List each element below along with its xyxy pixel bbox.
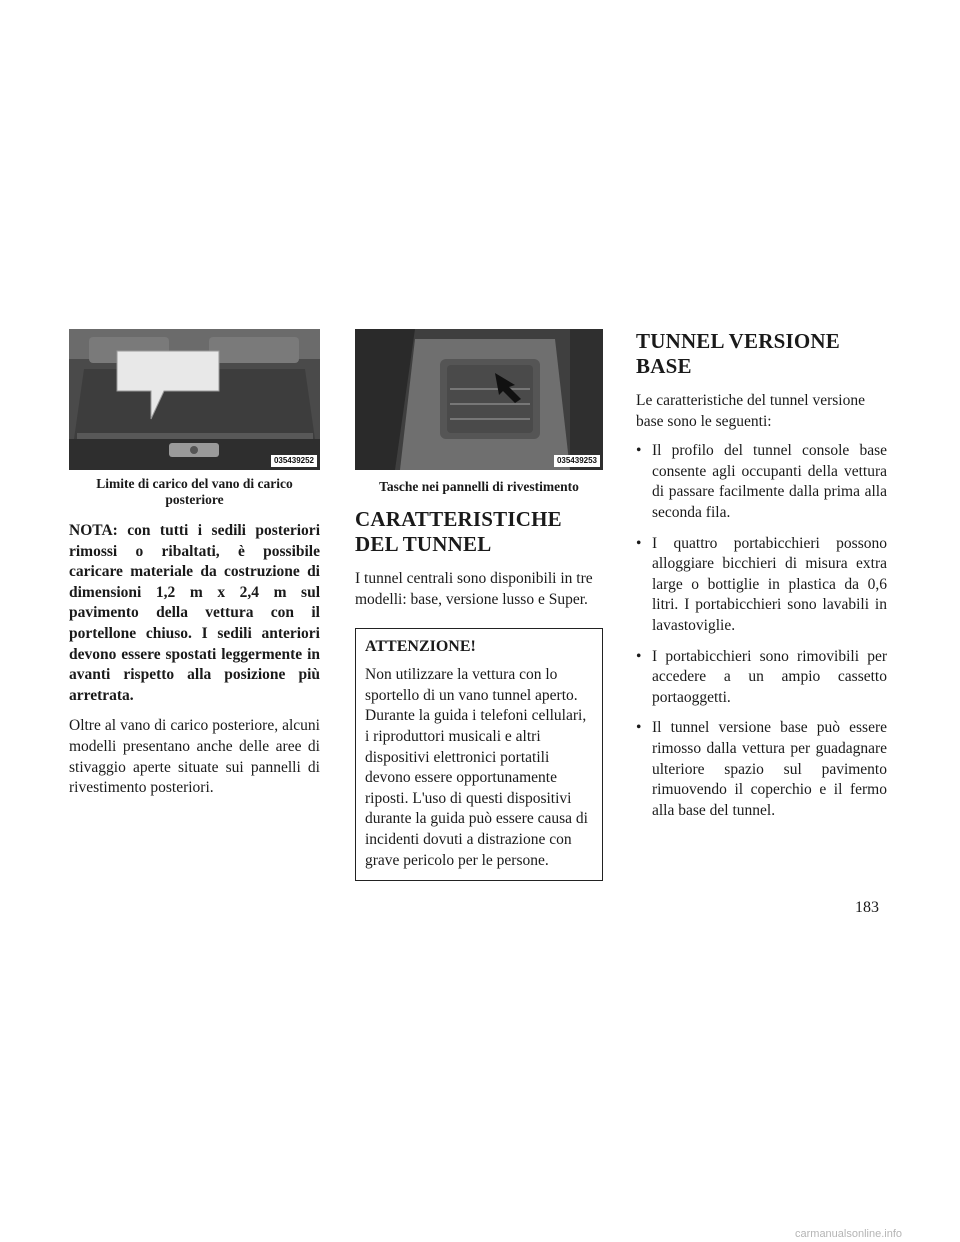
- warning-title: ATTENZIONE!: [365, 638, 476, 656]
- figure-caption: Limite di carico del vano di carico posteriore: [96, 476, 293, 507]
- bullet-icon: •: [636, 647, 642, 665]
- section-title: CARATTERISTICHE DEL TUNNEL: [355, 507, 562, 556]
- cargo-area-illustration: [69, 329, 320, 470]
- cargo-load-limit-photo: [69, 329, 320, 470]
- figure-caption: Tasche nei pannelli di rivestimento: [379, 479, 579, 494]
- warning-body: Non utilizzare la vettura con lo sportello di un vano tunnel aperto. Durante la guida i telefoni cellulari, i riproduttori musicali e altri dispositivi elettronici portatili devono essere opportunamente riposti. L'uso di questi dispositivi durante la guida può essere causa di incidenti dovuti a distrazione con grave pericolo per le persone.: [365, 666, 588, 869]
- trim-panel-illustration: [355, 329, 603, 470]
- section-intro: I tunnel centrali sono disponibili in tre modelli: base, versione lusso e Super.: [355, 570, 593, 608]
- figure-code: 035439252: [271, 455, 317, 467]
- feature-list: [636, 441, 887, 821]
- column-right: [636, 329, 887, 831]
- watermark: carmanualsonline.info: [795, 1228, 903, 1240]
- bullet-icon: •: [636, 442, 642, 460]
- section-intro: Le caratteristiche del tunnel versione base sono le seguenti:: [636, 392, 865, 430]
- column-middle: [355, 329, 603, 881]
- list-item: • Il tunnel versione base può essere rimosso dalla vettura per guadagnare ulteriore spazio sul pavimento rimuovendo il coperchio e il fermo alla base del tunnel.: [636, 719, 887, 819]
- bullet-icon: •: [636, 534, 642, 552]
- note-paragraph: NOTA: con tutti i sedili posteriori rimossi o ribaltati, è possibile caricare materiale da costruzione di dimensioni 1,2 m x 2,4 m sul pavimento della vettura con il portellone chiuso. I sedili anteriori devono essere spostati leggermente in avanti rispetto alla posizione più arretrata.: [69, 522, 320, 704]
- list-item: • Il profilo del tunnel console base consente agli occupanti della vettura di passare facilmente dalla prima alla seconda fila.: [636, 442, 887, 521]
- warning-box: [355, 628, 603, 881]
- list-item: • I portabicchieri sono rimovibili per accedere a un ampio cassetto portaoggetti.: [636, 647, 887, 706]
- bullet-icon: •: [636, 719, 642, 737]
- section-title: TUNNEL VERSIONE BASE: [636, 329, 840, 378]
- body-paragraph: Oltre al vano di carico posteriore, alcuni modelli presentano anche delle aree di stivaggio aperte situate sui pannelli di rivestimento posteriori.: [69, 717, 320, 797]
- trim-panel-pockets-photo: [355, 329, 603, 470]
- figure-code: 035439253: [554, 455, 600, 467]
- page-number: 183: [855, 899, 879, 916]
- column-left: [69, 329, 320, 799]
- list-item: • I quattro portabicchieri possono alloggiare bicchieri di misura extra large o bottiglie in plastica da 0,6 litri. I portabicchieri sono lavabili in lavastoviglie.: [636, 534, 887, 634]
